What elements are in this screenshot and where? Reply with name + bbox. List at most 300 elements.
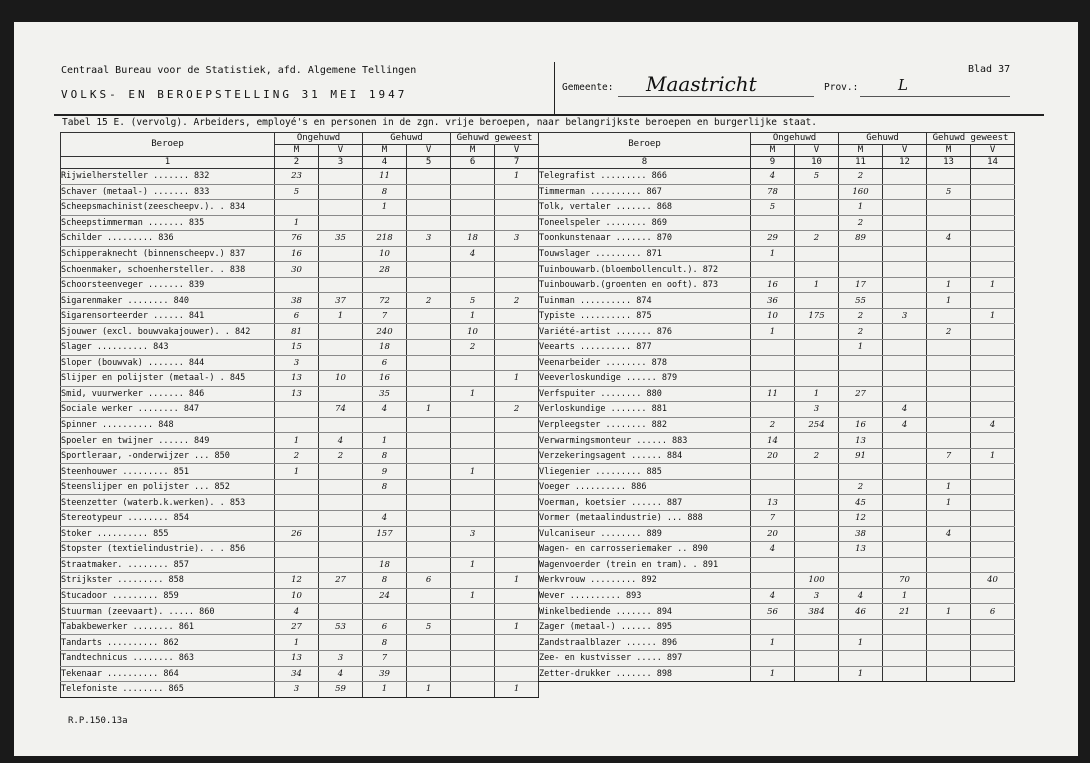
count-cell [883, 324, 927, 340]
table-row [61, 215, 539, 231]
table-row [539, 557, 1015, 573]
count-cell [319, 495, 363, 511]
count-cell: 13 [751, 495, 795, 511]
count-cell: 35 [319, 231, 363, 247]
count-cell [495, 184, 539, 200]
count-cell [751, 464, 795, 480]
count-cell [451, 542, 495, 558]
occupation-label: Slijper en polijster (metaal-) . 845 [61, 371, 275, 387]
count-cell: 16 [363, 371, 407, 387]
table-row [61, 479, 539, 495]
count-cell [275, 511, 319, 527]
count-cell: 17 [839, 277, 883, 293]
count-cell [971, 371, 1015, 387]
count-cell: 4 [839, 588, 883, 604]
count-cell: 12 [839, 511, 883, 527]
count-cell [319, 511, 363, 527]
count-cell [751, 619, 795, 635]
count-cell: 1 [451, 557, 495, 573]
count-cell [971, 557, 1015, 573]
count-cell [451, 417, 495, 433]
count-cell [883, 464, 927, 480]
occupation-label: Slager .......... 843 [61, 340, 275, 356]
count-cell [927, 371, 971, 387]
occupation-label: Sigarenmaker ........ 840 [61, 293, 275, 309]
count-cell: 10 [275, 588, 319, 604]
table-row [539, 184, 1015, 200]
table-row [539, 619, 1015, 635]
count-cell [751, 262, 795, 278]
count-cell: 4 [751, 588, 795, 604]
count-cell: 55 [839, 293, 883, 309]
occupation-label: Timmerman .......... 867 [539, 184, 751, 200]
occupation-label: Stereotypeur ........ 854 [61, 511, 275, 527]
count-cell [451, 495, 495, 511]
count-cell [451, 666, 495, 682]
count-cell [319, 355, 363, 371]
count-cell: 5 [927, 184, 971, 200]
table-row [61, 308, 539, 324]
count-cell [839, 371, 883, 387]
count-cell [883, 215, 927, 231]
count-cell: 9 [363, 464, 407, 480]
count-cell: 1 [363, 200, 407, 216]
count-cell [407, 215, 451, 231]
occupation-label: Verwarmingsmonteur ...... 883 [539, 433, 751, 449]
table-row [539, 200, 1015, 216]
table-row [61, 526, 539, 542]
count-cell [795, 200, 839, 216]
count-cell: 1 [839, 340, 883, 356]
count-cell [407, 340, 451, 356]
count-cell: 2 [751, 417, 795, 433]
count-cell [407, 542, 451, 558]
count-cell [971, 293, 1015, 309]
occupation-label: Zetter-drukker ....... 898 [539, 666, 751, 682]
occupation-label: Veenarbeider ........ 878 [539, 355, 751, 371]
count-cell [927, 573, 971, 589]
count-cell: 40 [971, 573, 1015, 589]
count-cell [275, 417, 319, 433]
count-cell [795, 371, 839, 387]
count-cell: 8 [363, 573, 407, 589]
count-cell [795, 650, 839, 666]
count-cell: 1 [839, 200, 883, 216]
count-cell: 1 [971, 308, 1015, 324]
v-header: V [883, 145, 927, 157]
count-cell: 1 [363, 682, 407, 698]
count-cell: 18 [451, 231, 495, 247]
count-cell: 30 [275, 262, 319, 278]
count-cell [927, 169, 971, 185]
table-title: Tabel 15 E. (vervolg). Arbeiders, employé's en personen in de zgn. vrije beroepen, naar belangrijkste beroepen en burgerlijke staat. [62, 117, 817, 128]
count-cell: 2 [495, 293, 539, 309]
occupation-label: Tandarts .......... 862 [61, 635, 275, 651]
count-cell [795, 542, 839, 558]
count-cell [495, 308, 539, 324]
table-row [539, 231, 1015, 247]
count-cell [839, 573, 883, 589]
occupation-label: Scheepstimmerman ....... 835 [61, 215, 275, 231]
occupation-label: Tabakbewerker ........ 861 [61, 619, 275, 635]
occupation-label: Voerman, koetsier ...... 887 [539, 495, 751, 511]
occupation-label: Tuinbouwarb.(groenten en ooft). 873 [539, 277, 751, 293]
table-row [61, 650, 539, 666]
count-cell: 13 [275, 386, 319, 402]
count-cell: 10 [751, 308, 795, 324]
count-cell [795, 215, 839, 231]
col-number: 7 [495, 157, 539, 169]
count-cell [927, 417, 971, 433]
count-cell [751, 573, 795, 589]
occupation-label: Werkvrouw ......... 892 [539, 573, 751, 589]
count-cell [407, 650, 451, 666]
count-cell [971, 588, 1015, 604]
count-cell [495, 417, 539, 433]
count-cell: 34 [275, 666, 319, 682]
count-cell: 1 [795, 386, 839, 402]
count-cell: 2 [839, 215, 883, 231]
count-cell: 2 [275, 448, 319, 464]
count-cell: 6 [363, 355, 407, 371]
count-cell: 4 [363, 511, 407, 527]
count-cell [407, 169, 451, 185]
count-cell: 1 [883, 588, 927, 604]
count-cell [363, 417, 407, 433]
table-row [539, 246, 1015, 262]
table-row [539, 495, 1015, 511]
count-cell [927, 402, 971, 418]
count-cell [839, 246, 883, 262]
prov-value: L [898, 76, 908, 94]
table-row [539, 293, 1015, 309]
table-row [539, 635, 1015, 651]
count-cell [795, 495, 839, 511]
count-cell [451, 402, 495, 418]
count-cell [971, 464, 1015, 480]
count-cell [839, 650, 883, 666]
count-cell [319, 417, 363, 433]
count-cell: 74 [319, 402, 363, 418]
census-title: VOLKS- EN BEROEPSTELLING 31 MEI 1947 [61, 88, 408, 101]
v-header: V [971, 145, 1015, 157]
occupation-label: Schilder ......... 836 [61, 231, 275, 247]
count-cell: 384 [795, 604, 839, 620]
count-cell [883, 262, 927, 278]
count-cell [319, 200, 363, 216]
table-row [539, 650, 1015, 666]
table-row [539, 479, 1015, 495]
count-cell: 1 [927, 293, 971, 309]
table-row [539, 402, 1015, 418]
count-cell: 1 [839, 635, 883, 651]
count-cell: 7 [751, 511, 795, 527]
count-cell [971, 479, 1015, 495]
count-cell: 1 [751, 635, 795, 651]
count-cell: 1 [275, 215, 319, 231]
table-row [61, 464, 539, 480]
count-cell [971, 355, 1015, 371]
occupation-label: Sloper (bouwvak) ....... 844 [61, 355, 275, 371]
occupation-label: Rijwielhersteller ....... 832 [61, 169, 275, 185]
count-cell [407, 666, 451, 682]
table-row [539, 277, 1015, 293]
occupation-label: Typiste .......... 875 [539, 308, 751, 324]
count-cell [495, 448, 539, 464]
occupation-label: Wever .......... 893 [539, 588, 751, 604]
count-cell: 4 [883, 402, 927, 418]
count-cell [319, 386, 363, 402]
table-row [61, 231, 539, 247]
count-cell [883, 511, 927, 527]
count-cell [451, 635, 495, 651]
col-number: 5 [407, 157, 451, 169]
count-cell: 2 [839, 479, 883, 495]
count-cell [883, 526, 927, 542]
count-cell [971, 184, 1015, 200]
count-cell [927, 355, 971, 371]
count-cell [495, 340, 539, 356]
count-cell [751, 215, 795, 231]
count-cell [751, 557, 795, 573]
count-cell [751, 340, 795, 356]
count-cell [971, 635, 1015, 651]
count-cell [883, 386, 927, 402]
bureau-title: Centraal Bureau voor de Statistiek, afd. Algemene Tellingen [61, 65, 417, 76]
count-cell: 89 [839, 231, 883, 247]
occupation-label: Wagen- en carrosseriemaker .. 890 [539, 542, 751, 558]
occupation-label: Stopster (textielindustrie). . . 856 [61, 542, 275, 558]
count-cell [795, 557, 839, 573]
count-cell [451, 479, 495, 495]
occupation-label: Tandtechnicus ........ 863 [61, 650, 275, 666]
count-cell [319, 479, 363, 495]
count-cell: 4 [883, 417, 927, 433]
count-cell [495, 588, 539, 604]
count-cell: 35 [363, 386, 407, 402]
count-cell [363, 215, 407, 231]
count-cell [795, 479, 839, 495]
occupation-label: Telefoniste ........ 865 [61, 682, 275, 698]
count-cell: 16 [839, 417, 883, 433]
table-row [61, 573, 539, 589]
count-cell: 78 [751, 184, 795, 200]
occupation-label: Verloskundige ....... 881 [539, 402, 751, 418]
count-cell [883, 340, 927, 356]
count-cell [883, 619, 927, 635]
gehuwd-header: Gehuwd [839, 133, 927, 145]
occupation-label: Veearts .......... 877 [539, 340, 751, 356]
count-cell [319, 340, 363, 356]
count-cell [883, 495, 927, 511]
count-cell [407, 588, 451, 604]
col-number: 6 [451, 157, 495, 169]
col-number: 3 [319, 157, 363, 169]
count-cell [971, 262, 1015, 278]
table-row [539, 433, 1015, 449]
count-cell [839, 464, 883, 480]
count-cell: 10 [319, 371, 363, 387]
count-cell: 5 [407, 619, 451, 635]
table-row [61, 262, 539, 278]
count-cell: 45 [839, 495, 883, 511]
col-number: 1 [61, 157, 275, 169]
table-row [539, 604, 1015, 620]
blad-number: Blad 37 [968, 64, 1011, 75]
count-cell: 18 [363, 340, 407, 356]
count-cell [407, 371, 451, 387]
count-cell [495, 246, 539, 262]
count-cell [451, 619, 495, 635]
count-cell [883, 293, 927, 309]
count-cell [407, 479, 451, 495]
occupation-label: Sociale werker ........ 847 [61, 402, 275, 418]
count-cell: 3 [319, 650, 363, 666]
count-cell [319, 324, 363, 340]
table-row [61, 200, 539, 216]
count-cell [927, 340, 971, 356]
count-cell: 1 [495, 682, 539, 698]
table-row [61, 324, 539, 340]
col-number: 8 [539, 157, 751, 169]
count-cell: 1 [751, 666, 795, 682]
count-cell: 7 [363, 650, 407, 666]
count-cell: 36 [751, 293, 795, 309]
occupation-label: Sjouwer (excl. bouwvakajouwer). . 842 [61, 324, 275, 340]
occupation-label: Veeverloskundige ...... 879 [539, 371, 751, 387]
table-row [539, 666, 1015, 682]
count-cell [407, 417, 451, 433]
occupation-label: Strijkster ......... 858 [61, 573, 275, 589]
occupation-label: Sportleraar, -onderwijzer ... 850 [61, 448, 275, 464]
count-cell [971, 215, 1015, 231]
header-rule [54, 114, 1044, 116]
occupation-label: Toneelspeler ........ 869 [539, 215, 751, 231]
count-cell [451, 184, 495, 200]
count-cell: 38 [275, 293, 319, 309]
right-table [538, 132, 1015, 682]
count-cell: 5 [451, 293, 495, 309]
occupation-label: Verzekeringsagent ...... 884 [539, 448, 751, 464]
count-cell [407, 557, 451, 573]
count-cell [971, 340, 1015, 356]
ongehuwd-header: Ongehuwd [751, 133, 839, 145]
table-row [539, 573, 1015, 589]
count-cell: 72 [363, 293, 407, 309]
count-cell: 2 [451, 340, 495, 356]
table-row [61, 277, 539, 293]
col-number: 12 [883, 157, 927, 169]
count-cell: 4 [751, 169, 795, 185]
count-cell [495, 526, 539, 542]
count-cell: 1 [275, 433, 319, 449]
count-cell [927, 200, 971, 216]
count-cell [927, 635, 971, 651]
count-cell: 4 [451, 246, 495, 262]
count-cell: 4 [363, 402, 407, 418]
occupation-label: Spoeler en twijner ...... 849 [61, 433, 275, 449]
count-cell: 1 [495, 371, 539, 387]
table-row [539, 464, 1015, 480]
count-cell: 2 [795, 231, 839, 247]
prov-label: Prov.: [824, 82, 859, 93]
count-cell [495, 262, 539, 278]
gehuwd-geweest-header: Gehuwd geweest [451, 133, 539, 145]
occupation-label: Zandstraalblazer ...... 896 [539, 635, 751, 651]
count-cell [495, 324, 539, 340]
count-cell [407, 495, 451, 511]
occupation-label: Verfspuiter ........ 880 [539, 386, 751, 402]
occupation-label: Wagenvoerder (trein en tram). . 891 [539, 557, 751, 573]
count-cell [795, 433, 839, 449]
occupation-label: Tuinbouwarb.(bloembollencult.). 872 [539, 262, 751, 278]
count-cell: 27 [319, 573, 363, 589]
v-header: V [795, 145, 839, 157]
table-row [539, 215, 1015, 231]
col-number: 11 [839, 157, 883, 169]
count-cell: 59 [319, 682, 363, 698]
count-cell [971, 246, 1015, 262]
count-cell [927, 666, 971, 682]
count-cell: 14 [751, 433, 795, 449]
m-header: M [363, 145, 407, 157]
count-cell [751, 479, 795, 495]
count-cell [451, 604, 495, 620]
table-row [539, 308, 1015, 324]
count-cell [495, 200, 539, 216]
count-cell [495, 604, 539, 620]
table-row [61, 386, 539, 402]
count-cell: 2 [839, 308, 883, 324]
table-row [61, 557, 539, 573]
occupation-label: Straatmaker. ........ 857 [61, 557, 275, 573]
count-cell [883, 371, 927, 387]
occupation-label: Touwslager ......... 871 [539, 246, 751, 262]
table-row [539, 340, 1015, 356]
occupation-label: Voeger .......... 886 [539, 479, 751, 495]
count-cell: 240 [363, 324, 407, 340]
count-cell [883, 277, 927, 293]
count-cell [407, 184, 451, 200]
count-cell [495, 386, 539, 402]
count-cell: 1 [451, 308, 495, 324]
count-cell: 24 [363, 588, 407, 604]
count-cell [275, 402, 319, 418]
gemeente-label: Gemeente: [562, 82, 614, 93]
count-cell: 28 [363, 262, 407, 278]
count-cell [275, 557, 319, 573]
count-cell [451, 215, 495, 231]
count-cell: 2 [927, 324, 971, 340]
gehuwd-header: Gehuwd [363, 133, 451, 145]
count-cell [407, 511, 451, 527]
count-cell [751, 355, 795, 371]
count-cell: 39 [363, 666, 407, 682]
count-cell [319, 184, 363, 200]
occupation-label: Schipperaknecht (binnenscheepv.) 837 [61, 246, 275, 262]
count-cell: 1 [451, 464, 495, 480]
count-cell [407, 604, 451, 620]
gehuwd-geweest-header: Gehuwd geweest [927, 133, 1015, 145]
count-cell: 8 [363, 448, 407, 464]
count-cell [927, 308, 971, 324]
count-cell [495, 557, 539, 573]
count-cell: 15 [275, 340, 319, 356]
count-cell: 10 [451, 324, 495, 340]
count-cell [883, 200, 927, 216]
table-row [61, 588, 539, 604]
count-cell [971, 169, 1015, 185]
